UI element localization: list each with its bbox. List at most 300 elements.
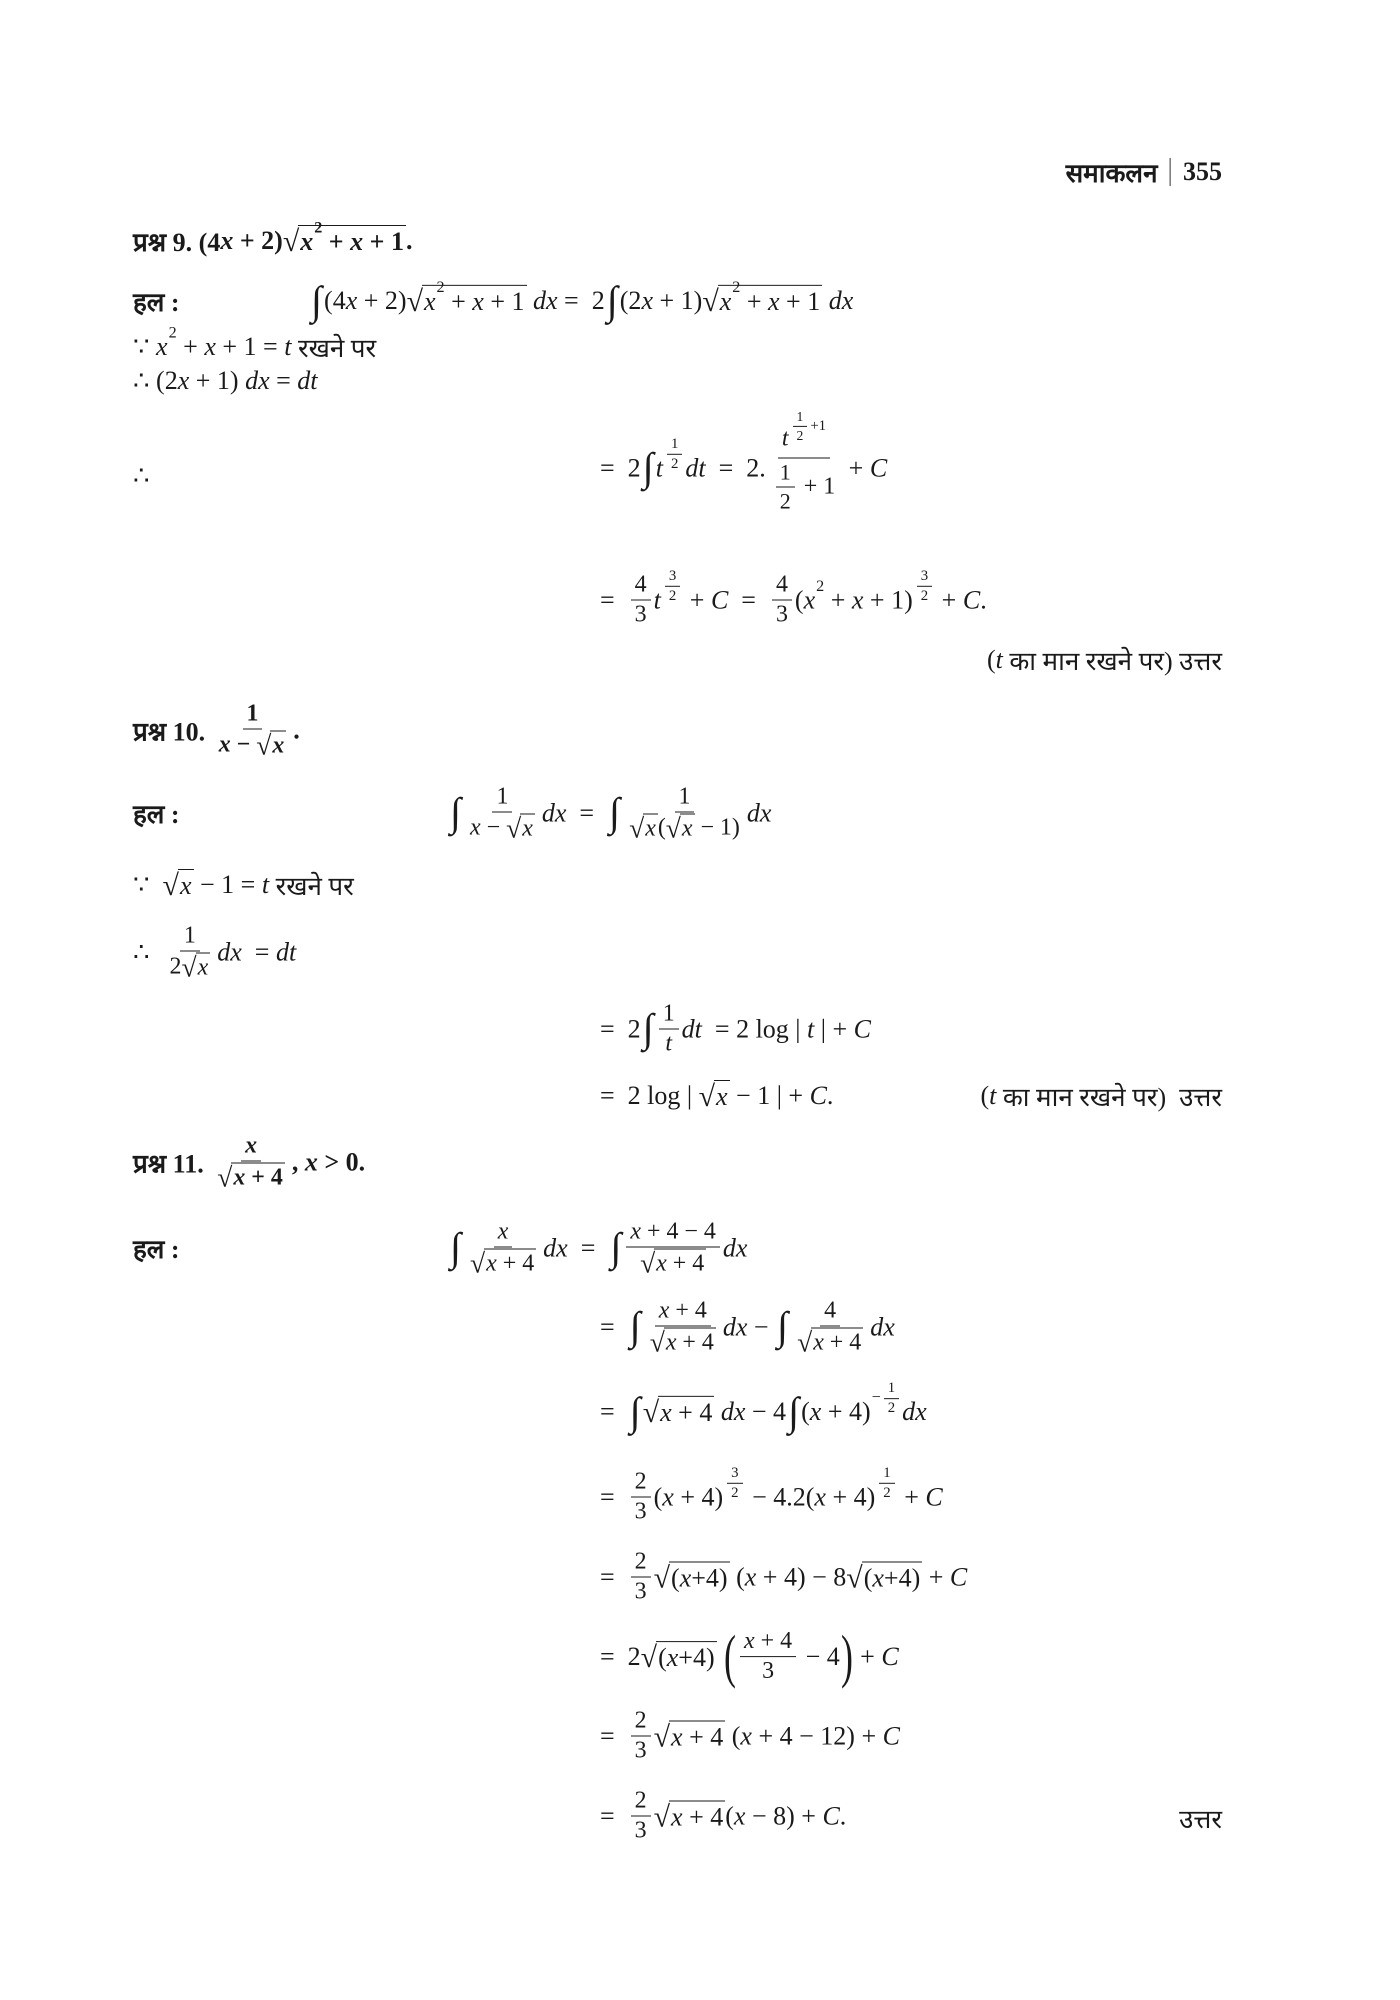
math-text: + <box>683 585 711 614</box>
math-text: 4 <box>824 1297 837 1324</box>
square-root <box>666 814 695 843</box>
fraction <box>466 1219 540 1278</box>
math-text: > 0. <box>317 1147 366 1176</box>
square-root <box>846 1561 922 1593</box>
radical-sign: √ <box>506 812 522 844</box>
math-text: + 4 − 4 <box>641 1218 716 1245</box>
math-text: = 2. <box>705 453 766 482</box>
numerator <box>631 1549 651 1578</box>
math-text: ∵ <box>133 870 163 899</box>
math-variable: x <box>733 1801 746 1830</box>
math-text: 1 <box>183 922 196 949</box>
integral-sign: ∫ <box>606 277 618 323</box>
radical-sign: √ <box>470 1247 486 1279</box>
math-variable: dx <box>720 1396 746 1426</box>
integral-sign: ∫ <box>642 1005 654 1051</box>
denominator <box>917 587 932 605</box>
square-root <box>702 279 822 319</box>
math-text: − 8) + <box>745 1801 823 1830</box>
math-variable: x <box>345 285 358 315</box>
q10-equation-1 <box>448 784 771 843</box>
radicand <box>664 1328 716 1357</box>
math-text: 3 <box>634 1737 647 1764</box>
radicand <box>231 1163 284 1192</box>
math-variable: dx <box>722 1312 748 1341</box>
math-variable: x <box>809 1396 822 1426</box>
q10-differential <box>133 923 296 982</box>
math-variable: t <box>655 453 663 482</box>
math-variable: C <box>925 1482 943 1511</box>
math-text: 1 <box>796 408 804 424</box>
q11-step-1 <box>600 1298 895 1357</box>
fraction <box>215 701 291 760</box>
math-text: +4) <box>678 1642 715 1672</box>
math-variable: x <box>662 1482 674 1511</box>
radicand <box>178 869 194 901</box>
math-text: ( <box>729 1562 745 1591</box>
math-variable: dx <box>902 1396 927 1426</box>
integral-sign: ∫ <box>629 1388 641 1434</box>
math-variable: x <box>719 286 732 316</box>
math-text: + <box>176 332 205 361</box>
numerator <box>631 1788 651 1817</box>
square-root <box>640 1249 706 1278</box>
page-number: 355 <box>1183 157 1222 186</box>
integral-sign: ∫ <box>788 1388 800 1434</box>
math-variable: dt <box>681 1014 702 1043</box>
math-text: | + <box>814 1014 854 1043</box>
fraction <box>740 1628 796 1685</box>
square-root <box>217 1163 285 1192</box>
math-variable: x <box>304 1147 318 1176</box>
math-variable: x <box>744 1562 757 1591</box>
math-text: प्रश्न 9. (4 <box>133 228 221 257</box>
radicand <box>669 1720 725 1752</box>
square-root <box>654 1720 726 1752</box>
math-text: 4 <box>775 571 788 598</box>
math-text: + 4) <box>673 1482 724 1511</box>
q11-step-4 <box>600 1549 967 1606</box>
math-text: = <box>600 1396 628 1426</box>
math-text: 2 <box>731 1484 739 1501</box>
math-text: = <box>600 1721 628 1750</box>
math-text: 3 <box>634 1498 647 1525</box>
math-text <box>717 1642 724 1672</box>
math-variable: dt <box>275 937 297 966</box>
exponent <box>169 324 177 342</box>
radical-sign: √ <box>406 285 423 319</box>
integral-sign: ∫ <box>450 1224 462 1270</box>
radicand <box>718 279 823 317</box>
math-text: 1 <box>678 783 691 810</box>
denominator <box>793 1327 867 1357</box>
radicand <box>862 1561 923 1593</box>
denominator <box>727 1484 742 1502</box>
radical-sign: √ <box>640 1641 658 1675</box>
math-variable: dx <box>217 937 242 966</box>
math-text: ( <box>725 1721 741 1750</box>
denominator <box>661 1030 676 1058</box>
math-text: का मान रखने पर) उत्तर <box>996 1083 1222 1112</box>
fraction <box>625 784 744 843</box>
math-variable: x <box>470 814 481 841</box>
numerator <box>820 1298 840 1327</box>
math-text: + <box>824 585 852 614</box>
square-root <box>256 731 286 760</box>
math-text: − <box>480 814 507 841</box>
math-variable: x <box>658 1297 670 1324</box>
header-divider <box>1170 158 1172 186</box>
numerator <box>778 408 830 459</box>
denominator <box>769 459 839 515</box>
math-text: = <box>600 1562 628 1591</box>
math-text: 2 <box>436 279 445 297</box>
math-text: + 1) <box>189 366 246 395</box>
question-10-title <box>133 701 300 760</box>
math-variable: x <box>803 585 816 614</box>
math-text: 2 <box>796 427 804 443</box>
math-text: = 2 <box>600 1014 641 1043</box>
math-variable: x <box>671 1722 683 1751</box>
square-root <box>182 953 211 982</box>
exponent <box>664 436 685 473</box>
math-variable: x <box>656 1250 667 1277</box>
square-root <box>654 1800 726 1832</box>
math-text: , <box>291 1147 305 1176</box>
math-text: 1 <box>246 700 259 727</box>
q10-substitution <box>133 867 354 903</box>
math-text: 2 <box>732 279 741 297</box>
radicand <box>270 731 286 760</box>
numerator <box>772 572 792 601</box>
numerator <box>626 1219 719 1248</box>
math-variable: x <box>245 1132 258 1159</box>
integral-sign: ∫ <box>450 789 462 835</box>
fraction <box>665 568 680 605</box>
radicand <box>714 1080 730 1112</box>
fraction <box>659 1001 679 1058</box>
chapter-title: समाकलन <box>1065 159 1158 188</box>
math-variable: C <box>882 1721 900 1750</box>
math-text: + 1) <box>652 285 703 315</box>
numerator <box>494 1219 513 1248</box>
math-text: + <box>935 585 963 614</box>
denominator <box>879 1484 894 1502</box>
numerator <box>659 1001 679 1030</box>
math-variable: dx <box>722 1233 748 1262</box>
math-text: 3 <box>762 1658 775 1685</box>
page-header <box>1066 154 1222 190</box>
math-text: − <box>747 1312 776 1341</box>
math-text: 2 <box>314 219 323 237</box>
math-variable: C <box>710 585 729 614</box>
math-text: 3 <box>668 567 677 584</box>
denominator <box>213 1162 289 1192</box>
numerator <box>884 1380 899 1399</box>
math-text: + 4 − 12) + <box>751 1721 883 1750</box>
fraction <box>776 460 795 515</box>
math-variable: x <box>179 871 192 900</box>
math-text: + <box>922 1562 950 1591</box>
q11-answer-label: उत्तर <box>1179 1805 1222 1834</box>
math-text: (2 <box>619 285 642 315</box>
math-text: + 4 <box>754 1628 793 1655</box>
math-variable: x <box>645 815 656 842</box>
math-text: + 4 <box>245 1164 283 1191</box>
square-root <box>797 1328 863 1357</box>
math-text: 4 <box>634 571 647 598</box>
math-text: ( <box>794 585 804 614</box>
math-variable: dx <box>828 285 854 315</box>
numerator <box>740 1628 796 1657</box>
math-variable: x <box>666 1642 679 1672</box>
numerator <box>631 1708 651 1737</box>
fraction <box>772 572 792 629</box>
radicand <box>680 814 695 843</box>
math-variable: C <box>881 1641 899 1671</box>
math-text: 3 <box>634 601 647 628</box>
math-text: + 1) <box>863 585 913 614</box>
math-variable: x <box>177 366 190 395</box>
exponent <box>662 568 683 605</box>
math-text: 2 <box>634 1548 647 1575</box>
radicand <box>484 1249 536 1278</box>
denominator <box>636 1248 710 1278</box>
math-variable: x <box>300 227 314 256</box>
math-text: − 1 | + <box>729 1081 810 1110</box>
radicand <box>298 219 406 257</box>
math-variable: x <box>641 285 653 315</box>
math-variable: x <box>660 1397 672 1427</box>
exponent <box>914 568 935 605</box>
denominator <box>631 1578 651 1606</box>
math-text: ( <box>986 645 996 674</box>
radical-sign: √ <box>629 812 645 844</box>
math-text: + 2) <box>233 226 283 255</box>
math-variable: x <box>218 731 231 758</box>
math-text: 2 <box>634 1787 647 1814</box>
math-text: का मान रखने पर) उत्तर <box>1002 647 1222 676</box>
math-text: 2 <box>779 488 791 514</box>
math-text: प्रश्न 11. <box>133 1149 211 1178</box>
math-variable: x <box>671 1802 683 1831</box>
math-variable: dx <box>746 798 772 827</box>
denominator <box>667 455 682 473</box>
math-variable: x <box>679 1563 692 1592</box>
math-text: = 2 log | <box>701 1014 807 1043</box>
math-text: + 4 <box>496 1250 535 1277</box>
math-text: . <box>405 226 413 255</box>
math-text: = <box>600 1312 628 1341</box>
fraction <box>879 1465 894 1502</box>
math-text: 2 <box>634 1468 647 1495</box>
q9-substitution <box>133 324 377 365</box>
math-text: − 4 <box>799 1641 840 1671</box>
math-text: + 4 <box>666 1250 705 1277</box>
math-text: = <box>600 1801 628 1830</box>
math-variable: C <box>809 1081 827 1110</box>
math-text: 3 <box>634 1817 647 1844</box>
math-variable: C <box>853 1014 871 1043</box>
math-text: 3 <box>731 1464 739 1481</box>
radicand <box>669 1561 730 1593</box>
square-root <box>282 219 406 259</box>
math-variable: x <box>716 1082 728 1111</box>
math-text: + 4 <box>682 1802 724 1831</box>
math-text: रखने पर <box>291 334 377 363</box>
q10-answer-note <box>980 1078 1222 1114</box>
math-text: 1 <box>662 1000 675 1027</box>
math-text: 1 <box>496 783 509 810</box>
numerator <box>180 923 200 952</box>
radical-sign: √ <box>797 1326 813 1358</box>
math-variable: x <box>497 1218 509 1245</box>
integral-sign: ∫ <box>777 1303 789 1349</box>
denominator <box>758 1657 778 1685</box>
math-variable: C <box>949 1562 968 1591</box>
math-text: + 4) − 8 <box>756 1562 847 1591</box>
math-text: = <box>600 1482 628 1511</box>
math-text: − 4 <box>745 1396 787 1426</box>
square-root <box>699 1080 730 1112</box>
math-text: = 2 <box>600 1641 641 1671</box>
math-text: = <box>566 798 608 827</box>
radical-sign: √ <box>698 1080 715 1114</box>
math-variable: t <box>807 1014 815 1043</box>
q9-equation-1 <box>309 277 854 323</box>
integral-sign: ∫ <box>629 1303 641 1349</box>
math-text: प्रश्न 10. <box>133 717 212 746</box>
exponent <box>724 1465 745 1502</box>
math-text: ( <box>671 1563 680 1592</box>
math-text: + 2) <box>357 285 407 315</box>
fraction <box>884 1380 899 1417</box>
numerator <box>793 409 808 427</box>
math-text: = 2 <box>600 453 641 482</box>
math-text: ( <box>863 1563 873 1592</box>
math-text: ∵ <box>133 332 157 361</box>
math-variable: x <box>851 585 864 614</box>
math-variable: x <box>872 1563 884 1592</box>
math-text: 2 <box>168 324 177 342</box>
math-text: . <box>826 1081 834 1110</box>
fraction <box>667 436 682 473</box>
numerator <box>631 572 651 601</box>
math-text: − <box>871 1389 881 1407</box>
numerator <box>492 784 512 813</box>
math-text: 1 <box>887 1379 896 1396</box>
radical-sign: √ <box>653 1720 671 1754</box>
radicand <box>422 279 527 317</box>
math-text: 2 <box>670 455 679 472</box>
math-variable: x <box>197 954 209 981</box>
numerator <box>243 701 263 730</box>
math-text: − 1) <box>694 814 740 841</box>
denominator <box>166 952 215 982</box>
radicand <box>643 814 658 843</box>
math-text: = <box>728 585 769 614</box>
exponent <box>872 1380 903 1417</box>
math-variable: x <box>156 332 168 361</box>
math-variable: x <box>740 1721 752 1750</box>
math-text: = 2 <box>557 285 605 315</box>
fraction <box>466 784 539 843</box>
q11-step-5 <box>600 1623 899 1690</box>
q11-step-3 <box>600 1464 943 1526</box>
math-text: . <box>293 715 300 744</box>
radical-sign: √ <box>653 1800 671 1834</box>
denominator <box>772 601 792 629</box>
q9-solution-label: हल : <box>133 288 180 317</box>
math-variable: x <box>472 286 484 316</box>
math-variable: dx <box>533 285 558 315</box>
math-variable: x <box>272 732 285 759</box>
numerator <box>655 1298 711 1327</box>
math-variable: dx <box>245 366 270 395</box>
math-text: 1 <box>779 459 791 485</box>
math-text: + 4 <box>682 1722 724 1751</box>
math-variable: t <box>781 425 789 452</box>
math-text: + 4) <box>821 1396 871 1426</box>
numerator <box>776 460 795 488</box>
math-text: + <box>322 227 351 256</box>
denominator <box>466 1248 540 1278</box>
math-text: = <box>269 366 298 395</box>
math-text: . <box>980 585 987 614</box>
math-text: − <box>230 731 257 758</box>
exponent <box>732 279 740 297</box>
numerator <box>631 1469 651 1498</box>
exponent <box>816 577 824 595</box>
math-variable: t <box>284 332 292 361</box>
math-text: + <box>444 286 473 316</box>
math-text: + 4 <box>671 1397 713 1427</box>
math-variable: C <box>869 453 888 482</box>
math-variable: x <box>665 1329 677 1356</box>
math-text: + 1 <box>483 286 525 316</box>
denominator <box>884 1399 899 1417</box>
math-text: 2 <box>887 1399 896 1416</box>
fraction <box>631 1469 651 1526</box>
math-text: 2 <box>634 1707 647 1734</box>
math-text: ( <box>657 814 666 841</box>
radicand <box>669 1800 725 1832</box>
denominator <box>631 1737 651 1765</box>
radicand <box>654 1249 706 1278</box>
radical-sign: √ <box>846 1561 863 1595</box>
math-text: − 4.2( <box>745 1482 815 1511</box>
q9-answer-note <box>987 642 1222 678</box>
q11-solution-label: हल : <box>133 1235 180 1264</box>
fraction <box>626 1219 719 1278</box>
fraction <box>793 1298 867 1357</box>
fraction <box>631 1788 651 1845</box>
fraction <box>631 1549 651 1606</box>
radicand <box>196 953 211 982</box>
radical-sign: √ <box>640 1247 656 1279</box>
math-text: ∴ <box>133 937 163 966</box>
radicand <box>656 1641 717 1673</box>
q9-differential <box>133 366 318 396</box>
square-root <box>163 869 194 901</box>
math-variable: x <box>768 286 780 316</box>
math-text: ∴ (2 <box>133 366 178 395</box>
math-text: 3 <box>775 601 788 628</box>
math-text: . <box>839 1801 847 1830</box>
fraction <box>793 409 808 444</box>
exponent <box>876 1465 897 1502</box>
radical-sign: √ <box>653 1561 671 1595</box>
